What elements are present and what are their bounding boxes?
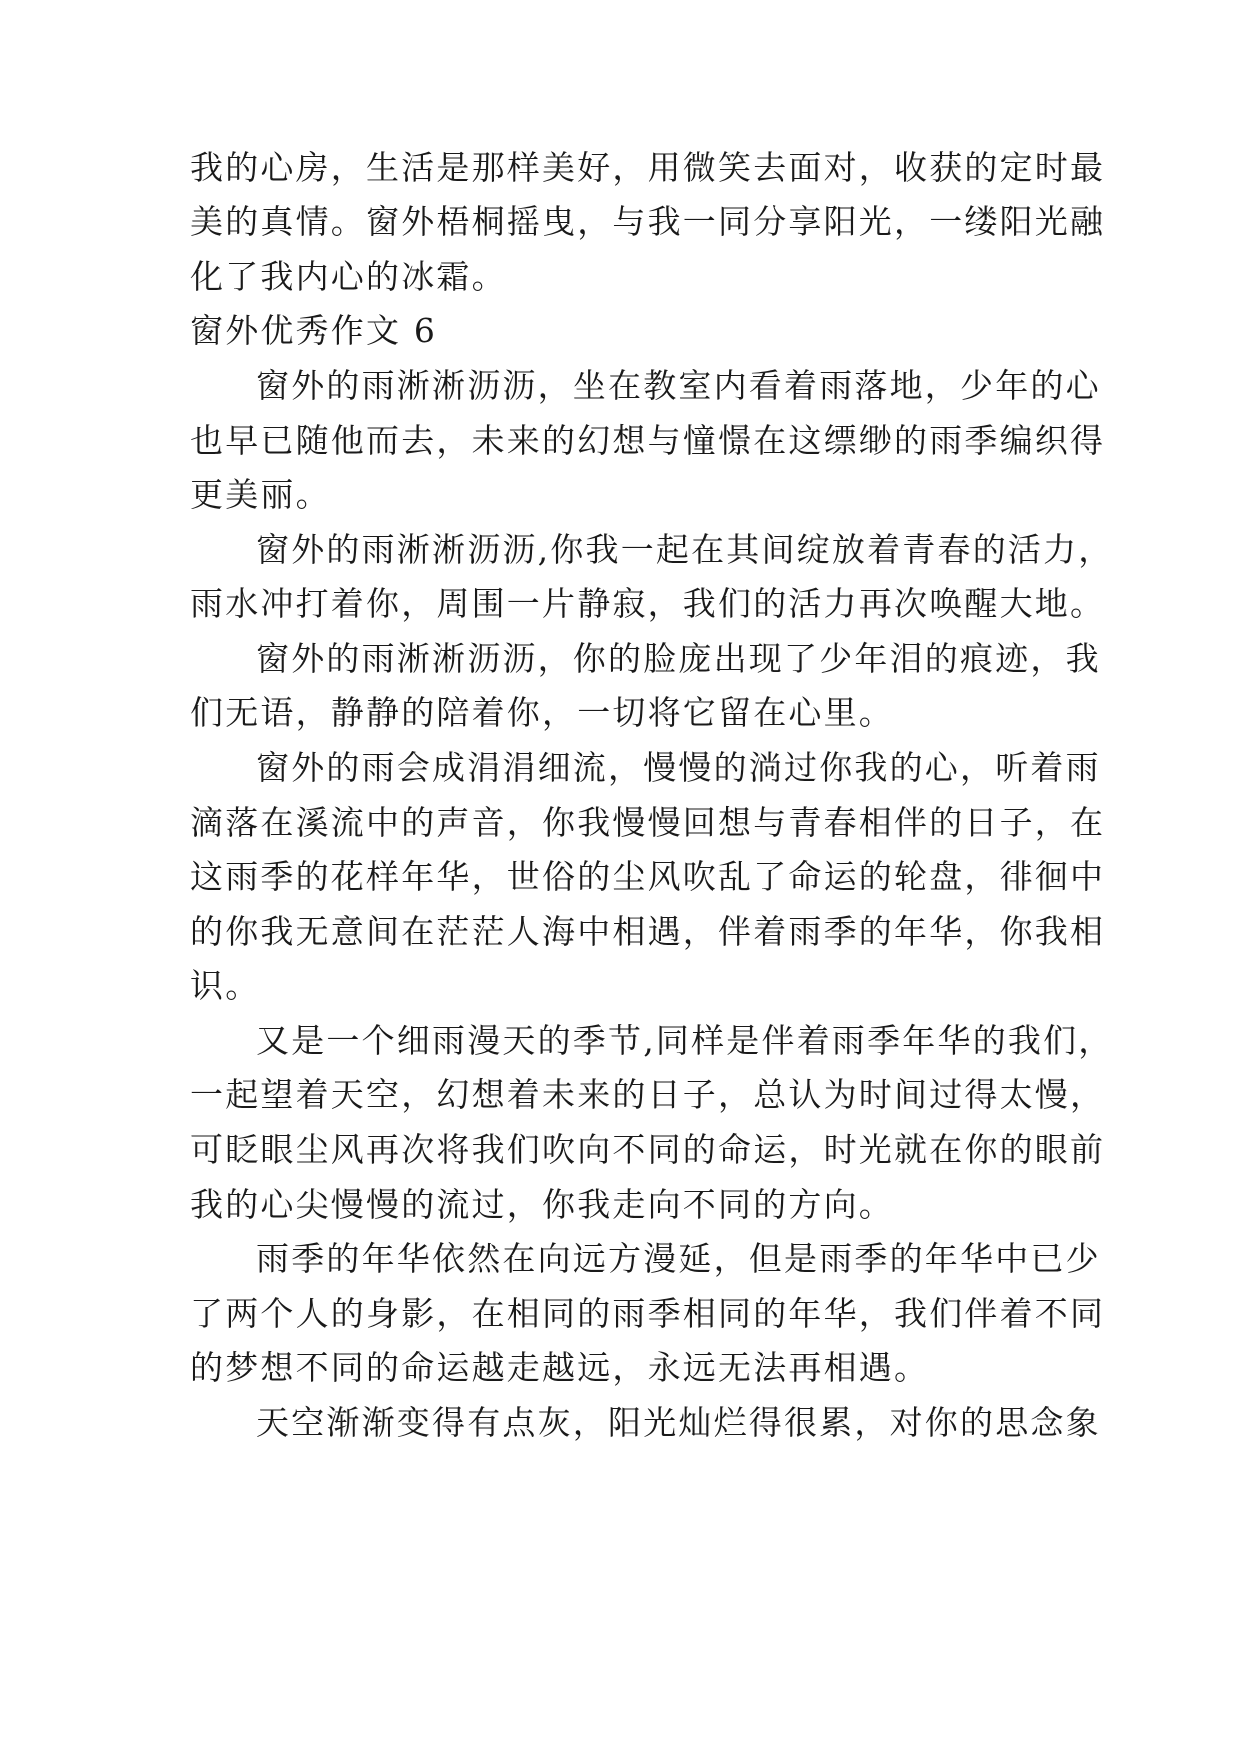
text-line: 的你我无意间在茫茫人海中相遇，伴着雨季的年华，你我相 xyxy=(190,912,1106,951)
text-line: 天空渐渐变得有点灰，阳光灿烂得很累，对你的思念象 xyxy=(256,1403,1101,1442)
text-line: 识。 xyxy=(190,966,261,1005)
text-line: 这雨季的花样年华，世俗的尘风吹乱了命运的轮盘，徘徊中 xyxy=(190,857,1106,896)
text-line: 可眨眼尘风再次将我们吹向不同的命运，时光就在你的眼前 xyxy=(190,1130,1106,1169)
text-line: 窗外的雨淅淅沥沥,你我一起在其间绽放着青春的活力， xyxy=(256,530,1114,569)
text-line: 美的真情。窗外梧桐摇曳，与我一同分享阳光，一缕阳光融 xyxy=(190,202,1106,241)
text-line: 化了我内心的冰霜。 xyxy=(190,257,507,296)
text-line: 我的心尖慢慢的流过，你我走向不同的方向。 xyxy=(190,1185,894,1224)
text-line: 们无语，静静的陪着你，一切将它留在心里。 xyxy=(190,693,894,732)
text-line: 也早已随他而去，未来的幻想与憧憬在这缥缈的雨季编织得 xyxy=(190,421,1106,460)
text-line: 又是一个细雨漫天的季节,同样是伴着雨季年华的我们， xyxy=(256,1021,1114,1060)
text-line: 一起望着天空，幻想着未来的日子，总认为时间过得太慢， xyxy=(190,1075,1106,1114)
text-line: 的梦想不同的命运越走越远，永远无法再相遇。 xyxy=(190,1348,930,1387)
section-title: 窗外优秀作文 6 xyxy=(190,311,438,350)
text-line: 雨水冲打着你，周围一片静寂，我们的活力再次唤醒大地。 xyxy=(190,584,1106,623)
text-line: 窗外的雨淅淅沥沥，你的脸庞出现了少年泪的痕迹，我 xyxy=(256,639,1101,678)
text-line: 了两个人的身影，在相同的雨季相同的年华，我们伴着不同 xyxy=(190,1294,1106,1333)
text-line: 我的心房，生活是那样美好，用微笑去面对，收获的定时最 xyxy=(190,148,1106,187)
text-line: 窗外的雨淅淅沥沥，坐在教室内看着雨落地，少年的心 xyxy=(256,366,1101,405)
text-line: 滴落在溪流中的声音，你我慢慢回想与青春相伴的日子，在 xyxy=(190,803,1106,842)
text-line: 更美丽。 xyxy=(190,475,331,514)
text-line: 雨季的年华依然在向远方漫延，但是雨季的年华中已少 xyxy=(256,1239,1101,1278)
text-line: 窗外的雨会成涓涓细流，慢慢的淌过你我的心，听着雨 xyxy=(256,748,1101,787)
